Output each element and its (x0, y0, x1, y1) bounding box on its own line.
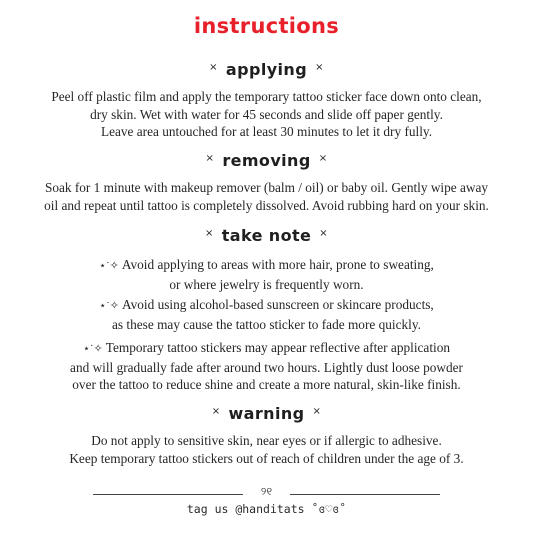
take-note-item (20, 296, 513, 333)
cross-mark-icon: × (318, 153, 328, 164)
heading-label: take note (221, 226, 312, 245)
cross-mark-icon: × (209, 62, 218, 73)
text-line: oil and repeat until tattoo is completely dissolved. Avoid rubbing hard on your skin. (44, 197, 489, 213)
bow-ornament-icon: ୨୧ (260, 485, 273, 498)
cross-mark-icon: × (205, 153, 215, 164)
text-line: as these may cause the tattoo sticker to fade more quickly. (112, 316, 421, 332)
text-line: dry skin. Wet with water for 45 seconds and slide off paper gently. (90, 106, 443, 122)
sparkle-icon: ⋆˙✧ (99, 300, 119, 312)
text-line: Peel off plastic film and apply the temporary tattoo sticker face down onto clean, (51, 89, 482, 104)
text-line: Do not apply to sensitive skin, near eyes or if allergic to adhesive. (91, 433, 442, 448)
heading-label: applying (225, 60, 308, 79)
applying-text (20, 88, 513, 141)
divider-line (290, 494, 440, 495)
text-line: Leave area untouched for at least 30 minutes to let it dry fully. (100, 124, 433, 139)
heading-label: removing (222, 151, 311, 170)
section-heading-removing (0, 151, 533, 170)
text-line: and will gradually fade after around two hours. Lightly dust loose powder (70, 359, 463, 375)
text-line: or where jewelry is frequently worn. (169, 276, 364, 292)
cross-mark-icon: × (211, 406, 221, 417)
text-line: Keep temporary tattoo stickers out of reach of children under the age of 3. (69, 450, 464, 466)
text-line: over the tattoo to reduce shine and create a more natural, skin-like finish. (72, 377, 461, 392)
sparkle-icon: ⋆˙✧ (82, 343, 103, 355)
text-line (20, 296, 513, 316)
cross-mark-icon: × (204, 228, 214, 239)
heading-label: warning (228, 404, 305, 423)
cross-mark-icon: × (312, 406, 322, 417)
social-tag: tag us @handitats ˚ɞ♡ɞ˚ (186, 502, 347, 516)
note-text: Temporary tattoo stickers may appear reflective after application (105, 340, 451, 355)
section-heading-take-note (0, 226, 533, 245)
text-line: Soak for 1 minute with makeup remover (balm / oil) or baby oil. Gently wipe away (44, 180, 489, 195)
cross-mark-icon: × (319, 228, 329, 239)
footer-divider (93, 485, 440, 499)
sparkle-icon: ⋆˙✧ (99, 260, 119, 272)
text-line (20, 256, 513, 276)
removing-text (20, 179, 513, 214)
take-note-item (20, 339, 513, 394)
cross-mark-icon: × (315, 62, 324, 73)
warning-text (20, 432, 513, 467)
section-heading-applying (0, 60, 533, 79)
text-line (20, 339, 513, 359)
take-note-item (20, 256, 513, 293)
section-heading-warning (0, 404, 533, 423)
note-text: Avoid using alcohol-based sunscreen or skincare products, (121, 297, 434, 312)
page-title: instructions (193, 14, 340, 38)
note-text: Avoid applying to areas with more hair, prone to sweating, (121, 257, 434, 272)
